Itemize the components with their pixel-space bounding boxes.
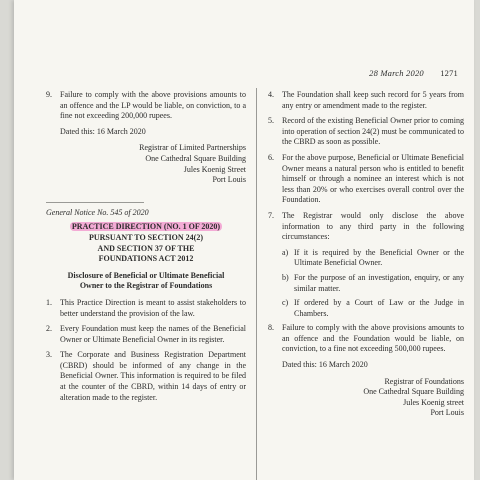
title-line: FOUNDATIONS ACT 2012 <box>98 254 194 264</box>
address-line: One Cathedral Square Building <box>145 153 246 163</box>
address-line: Registrar of Limited Partnerships <box>139 143 246 153</box>
subitem-label: b) <box>282 272 289 282</box>
address-line: Port Louis <box>430 408 464 418</box>
list-item <box>46 90 246 122</box>
list-item <box>268 211 464 243</box>
item-text: Failure to comply with the above provisions amounts to an offence and the Foundation would be liable, on conviction, to a fine not exceeding 500,000 rupees. <box>282 323 464 354</box>
title-line: AND SECTION 37 OF THE <box>97 243 195 253</box>
notice-subtitle <box>46 271 246 292</box>
item-text: Every Foundation must keep the names of the Beneficial Owner or Ultimate Beneficial Owner in its register. <box>60 324 246 344</box>
item-text: The Corporate and Business Registration Department (CBRD) should be informed of any change in the Beneficial Owner. This information is required to be filed at the counter of the CBRD, within 14 days of entry or alteration made to the register. <box>60 350 246 402</box>
item-text: For the above purpose, Beneficial or Ultimate Beneficial Owner means a natural person who is entitled to benefit himself or through a nominee an interest which is not less than 20% or who exercises overall control over the Foundation. <box>282 152 464 205</box>
address-line: Registrar of Foundations <box>384 376 464 386</box>
item-number: 8. <box>268 323 274 333</box>
list-item <box>268 323 464 355</box>
list-item <box>268 90 464 111</box>
subitem-text: If ordered by a Court of Law or the Judge in Chambers. <box>294 298 464 318</box>
notice-title <box>46 222 246 264</box>
right-column <box>268 90 464 419</box>
item-number: 5. <box>268 116 274 126</box>
signature-block <box>46 143 246 185</box>
item-text: This Practice Direction is meant to assist stakeholders to better understand the provision of the law. <box>60 297 246 318</box>
subtitle-line: Disclosure of Beneficial or Ultimate Beneficial <box>67 270 225 280</box>
item-number: 1. <box>46 297 52 307</box>
list-item <box>268 153 464 206</box>
item-number: 4. <box>268 90 274 99</box>
general-notice-number: General Notice No. 545 of 2020 <box>46 207 149 217</box>
item-text: Record of the existing Beneficial Owner prior to coming into operation of section 24(2) must be communicated to the CBRD as soon as possible. <box>282 116 464 147</box>
address-line: Jules Koenig street <box>403 397 464 407</box>
column-divider <box>256 88 257 480</box>
header-date: 28 March 2020 <box>369 68 424 78</box>
dated-line: Dated this: 16 March 2020 <box>60 126 146 136</box>
item-number: 9. <box>46 90 52 99</box>
dated-line: Dated this: 16 March 2020 <box>282 360 368 370</box>
notice-rule <box>46 202 144 203</box>
address-line: One Cathedral Square Building <box>363 387 464 397</box>
signature-block <box>268 377 464 419</box>
subitem-text: If it is required by the Beneficial Owner or the Ultimate Beneficial Owner. <box>294 247 464 268</box>
title-line: PURSUANT TO SECTION 24(2) <box>88 232 204 242</box>
subitem-label: c) <box>282 298 289 308</box>
sub-list-item <box>282 248 464 269</box>
subitem-text: For the purpose of an investigation, enquiry, or any similar matter. <box>294 272 464 293</box>
sub-list-item <box>282 273 464 294</box>
item-number: 3. <box>46 350 52 360</box>
list-item <box>46 350 246 403</box>
subtitle-line: Owner to the Registrar of Foundations <box>79 281 213 291</box>
subitem-label: a) <box>282 247 289 257</box>
item-text: Failure to comply with the above provisions amounts to an offence and the LP would be liable, on conviction, to a fine not exceeding 200,000 rupees. <box>60 90 246 121</box>
list-item <box>46 324 246 345</box>
item-number: 6. <box>268 152 274 162</box>
list-item <box>46 298 246 319</box>
address-line: Port Louis <box>212 175 246 185</box>
gazette-page <box>14 0 474 480</box>
item-text: The Foundation shall keep such record for 5 years from any entry or amendment made to the register. <box>282 90 464 110</box>
address-line: Jules Koenig Street <box>183 164 246 174</box>
item-number: 2. <box>46 324 52 334</box>
sub-list-item <box>282 298 464 319</box>
page-number: 1271 <box>440 68 458 78</box>
left-column <box>46 90 246 408</box>
page-header <box>369 68 458 78</box>
highlighted-title-line: PRACTICE DIRECTION (NO. 1 OF 2020) <box>71 222 221 232</box>
item-number: 7. <box>268 210 274 220</box>
list-item <box>268 116 464 148</box>
item-text: The Registrar would only disclose the above information to any third party in the following circumstances: <box>282 210 464 242</box>
